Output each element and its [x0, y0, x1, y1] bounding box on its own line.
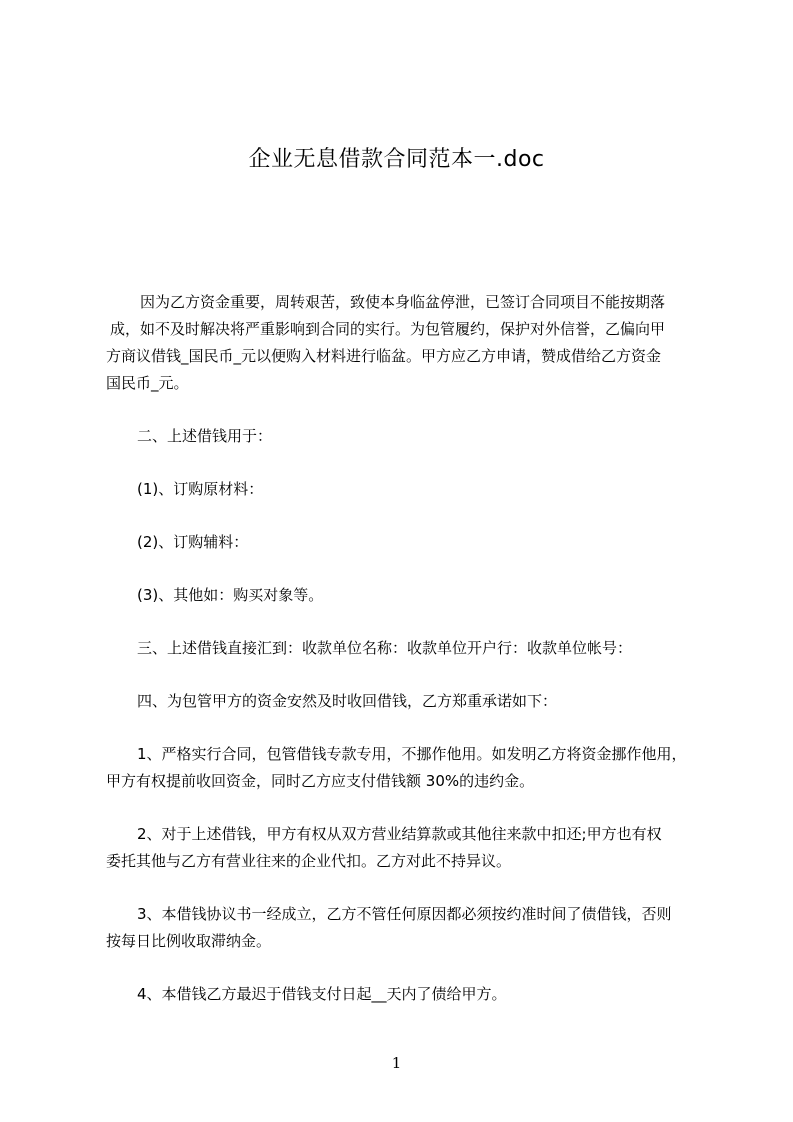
section-heading: 四、为包管甲方的资金安然及时收回借钱，乙方郑重承诺如下： [137, 692, 558, 710]
paragraph-line: 按每日比例收取滞纳金。 [106, 932, 272, 950]
paragraph-line: 国民币_元。 [106, 374, 189, 392]
paragraph-line: 3、本借钱协议书一经成立，乙方不管任何原因都必须按约准时间了债借钱，否则 [137, 905, 672, 923]
paragraph-line: 委托其他与乙方有营业往来的企业代扣。乙方对此不持异议。 [106, 852, 512, 870]
paragraph-line: 2、对于上述借钱，甲方有权从双方营业结算款或其他往来款中扣还;甲方也有权 [137, 825, 662, 843]
paragraph-line: 成，如不及时解决将严重影响到合同的实行。为包管履约，保护对外信誉，乙偏向甲 [110, 320, 666, 338]
paragraph-line: 方商议借钱_国民币_元以便购入材料进行临盆。甲方应乙方申请，赞成借给乙方资金 [106, 347, 662, 365]
list-item: (1)、订购原材料： [137, 480, 264, 498]
list-item: (3)、其他如：购买对象等。 [137, 586, 324, 604]
page-number: 1 [391, 1054, 402, 1072]
list-item: (2)、订购辅料： [137, 533, 249, 551]
paragraph-line: 1、严格实行合同，包管借钱专款专用，不挪作他用。如发明乙方将资金挪作他用， [137, 745, 687, 763]
paragraph-line: 因为乙方资金重要，周转艰苦，致使本身临盆停泄，已签订合同项目不能按期落 [140, 293, 666, 311]
document-title: 企业无息借款合同范本一.doc [248, 147, 545, 172]
paragraph-line: 甲方有权提前收回资金，同时乙方应支付借钱额 30%的违约金。 [106, 772, 535, 790]
section-heading: 三、上述借钱直接汇到：收款单位名称：收款单位开户行：收款单位帐号： [137, 639, 633, 657]
paragraph-line: 4、本借钱乙方最迟于借钱支付日起__天内了债给甲方。 [137, 985, 507, 1003]
section-heading: 二、上述借钱用于： [137, 427, 273, 445]
